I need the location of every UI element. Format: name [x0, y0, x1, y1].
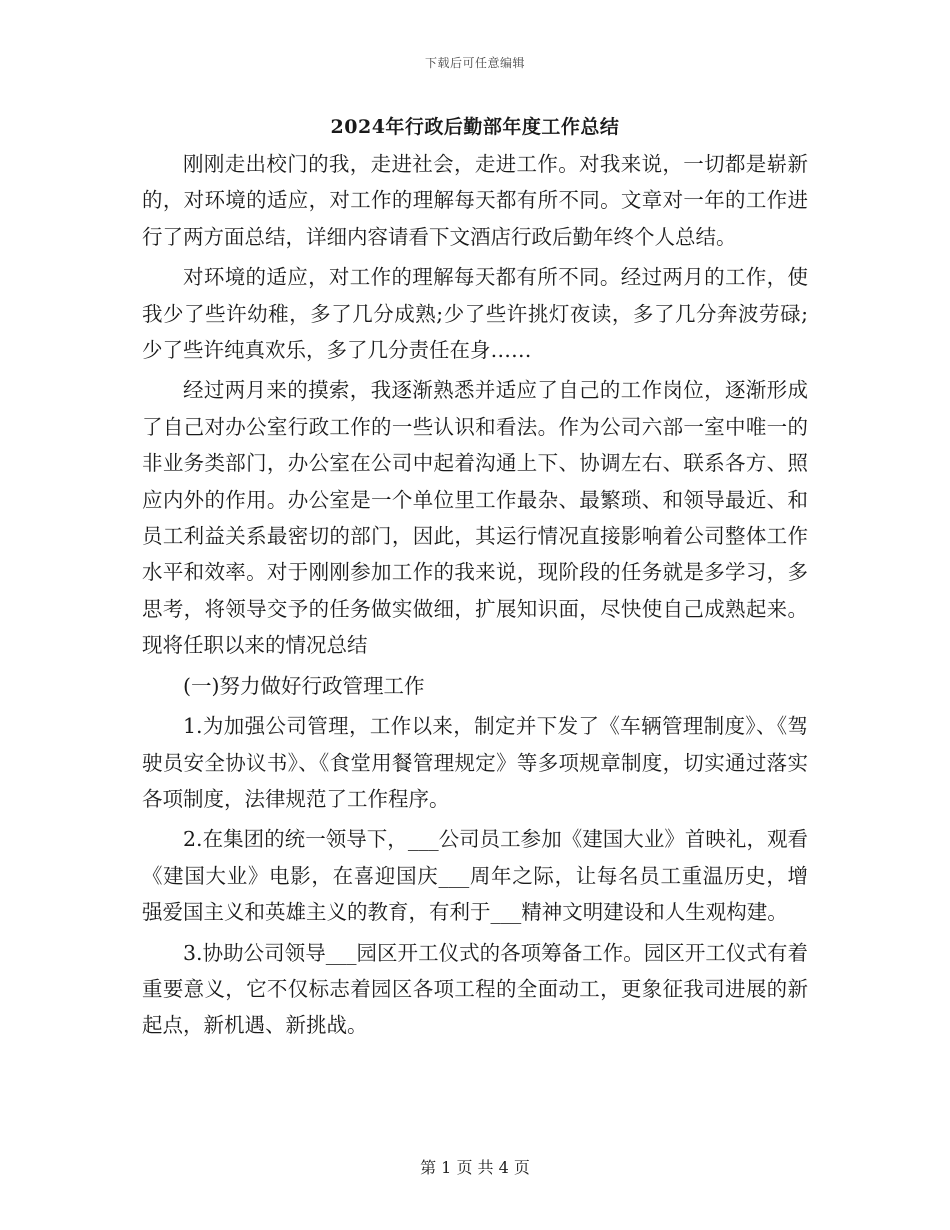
paragraph-adaptation: 对环境的适应，对工作的理解每天都有所不同。经过两月的工作，使我少了些许幼稚，多了几分成熟;少了些许挑灯夜读，多了几分奔波劳碌;少了些许纯真欢乐，多了几分责任在身…… — [142, 265, 808, 363]
document-title: 2024年行政后勤部年度工作总结 — [330, 116, 620, 138]
list-item-2: 2.在集团的统一领导下，___公司员工参加《建国大业》首映礼，观看《建国大业》电影，在喜迎国庆___周年之际，让每名员工重温历史，增强爱国主义和英雄主义的教育，有利于___精神文明建设和人生观构建。 — [142, 827, 808, 925]
document-body — [142, 146, 808, 1048]
list-item-1: 1.为加强公司管理，工作以来，制定并下发了《车辆管理制度》、《驾驶员安全协议书》、《食堂用餐管理规定》等多项规章制度，切实通过落实各项制度，法律规范了工作程序。 — [142, 714, 808, 811]
paragraph-intro: 刚刚走出校门的我，走进社会，走进工作。对我来说，一切都是崭新的，对环境的适应，对工作的理解每天都有所不同。文章对一年的工作进行了两方面总结，详细内容请看下文酒店行政后勤年终个人总结。 — [142, 152, 808, 249]
page-number: 第 1 页 共 4 页 — [420, 1158, 530, 1177]
header-note: 下载后可任意编辑 — [424, 56, 525, 70]
paragraph-overview: 经过两月来的摸索，我逐渐熟悉并适应了自己的工作岗位，逐渐形成了自己对办公室行政工作的一些认识和看法。作为公司六部一室中唯一的非业务类部门，办公室在公司中起着沟通上下、协调左右、联系各方、照应内外的作用。办公室是一个单位里工作最杂、最繁琐、和领导最近、和员工利益关系最密切的部门，因此，其运行情况直接影响着公司整体工作水平和效率。对于刚刚参加工作的我来说，现阶段的任务就是多学习，多思考，将领导交予的任务做实做细，扩展知识面，尽快使自己成熟起来。现将任职以来的情况总结 — [142, 378, 808, 658]
list-item-3: 3.协助公司领导___园区开工仪式的各项筹备工作。园区开工仪式有着重要意义，它不仅标志着园区各项工程的全面动工，更象征我司进展的新起点，新机遇、新挑战。 — [142, 940, 808, 1038]
section-heading: (一)努力做好行政管理工作 — [183, 673, 425, 698]
